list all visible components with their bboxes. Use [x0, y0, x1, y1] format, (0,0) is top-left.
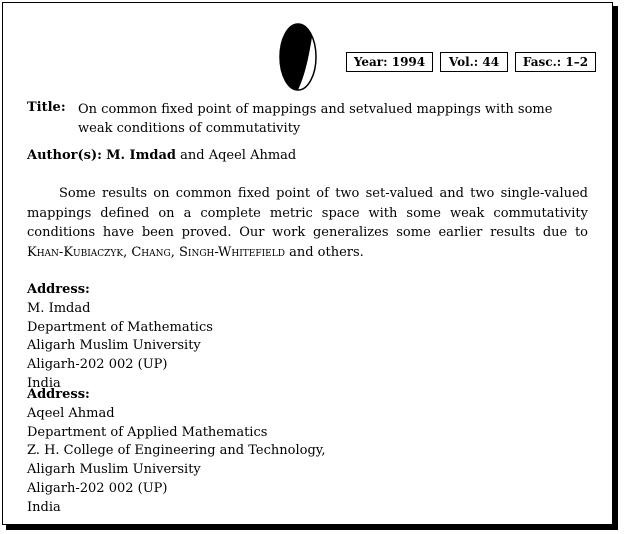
address-label: Address:	[27, 282, 90, 297]
address-line: Department of Mathematics	[27, 319, 213, 335]
address-line: India	[27, 375, 61, 391]
abstract-main: Some results on common fixed point of two set-valued and two single-valued mappings defined on a complete metric space with some weak commutativity conditions have been proved. Our work generalizes some earlier results due to	[27, 186, 588, 240]
address-line: Aligarh-202 002 (UP)	[27, 480, 168, 496]
abstract-references: Khan-Kubiaczyk, Chang, Singh-Whitefield	[27, 244, 285, 260]
address-line: Aligarh Muslim University	[27, 462, 201, 478]
frame-shadow-bottom	[6, 525, 618, 530]
address-label: Address:	[27, 387, 90, 402]
address-line: Department of Applied Mathematics	[27, 424, 268, 440]
address-line: India	[27, 499, 61, 515]
paper-title: On common fixed point of mappings and setvalued mappings with some weak conditions of commutativity	[78, 102, 553, 136]
authors-line	[27, 148, 296, 163]
address-line: Aligarh-202 002 (UP)	[27, 357, 168, 373]
authors-label: Author(s):	[27, 148, 102, 163]
address-line: M. Imdad	[27, 300, 91, 316]
year-box: Year: 1994	[346, 52, 433, 72]
frame-shadow-right	[613, 6, 618, 530]
author-second: Aqeel Ahmad	[208, 148, 297, 163]
title-label: Title:	[27, 100, 66, 115]
address-line: Aqeel Ahmad	[27, 405, 115, 421]
address-block-1	[27, 281, 427, 394]
address-line: Z. H. College of Engineering and Technology,	[27, 443, 326, 459]
fascicle-box: Fasc.: 1–2	[515, 52, 596, 72]
address-block-2	[27, 386, 427, 518]
journal-logo-icon	[278, 22, 318, 92]
address-line: Aligarh Muslim University	[27, 338, 201, 354]
abstract-end: and others.	[289, 244, 364, 260]
author-first: M. Imdad	[106, 148, 176, 163]
authors-conjunction: and	[180, 148, 205, 163]
abstract	[27, 184, 588, 262]
volume-box: Vol.: 44	[440, 52, 508, 72]
